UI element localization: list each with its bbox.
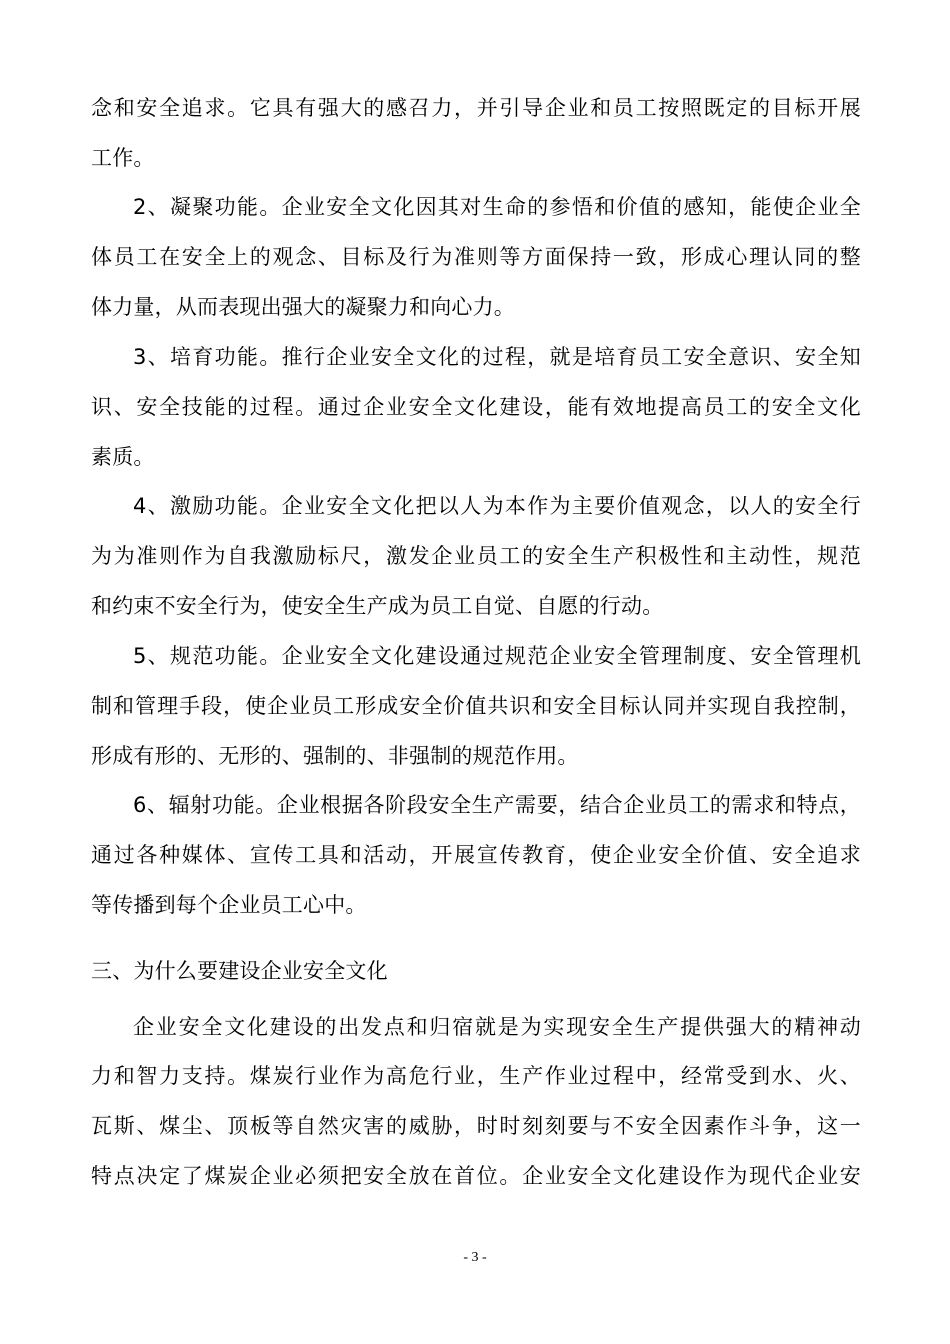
list-item-cohesion: 2、凝聚功能。企业安全文化因其对生命的参悟和价值的感知，能使企业全 [133,195,861,219]
body-text-line: 通过各种媒体、宣传工具和活动，开展宣传教育，使企业安全价值、安全追求 [91,843,861,867]
body-text-line: 素质。 [91,445,155,469]
list-item-cultivation: 3、培育功能。推行企业安全文化的过程，就是培育员工安全意识、安全知 [133,345,861,369]
body-text-line: 特点决定了煤炭企业必须把安全放在首位。企业安全文化建设作为现代企业安 [91,1164,861,1188]
body-paragraph-start: 企业安全文化建设的出发点和归宿就是为实现安全生产提供强大的精神动 [133,1015,861,1039]
page-number: - 3 - [463,1250,487,1265]
body-text-line: 制和管理手段，使企业员工形成安全价值共识和安全目标认同并实现自我控制， [91,694,861,718]
body-text-line: 为为准则作为自我激励标尺，激发企业员工的安全生产积极性和主动性，规范 [91,544,861,568]
body-text-line: 瓦斯、煤尘、顶板等自然灾害的威胁，时时刻刻要与不安全因素作斗争，这一 [91,1114,861,1138]
body-text-line: 体力量，从而表现出强大的凝聚力和向心力。 [91,295,515,319]
body-text-line: 力和智力支持。煤炭行业作为高危行业，生产作业过程中，经常受到水、火、 [91,1064,861,1088]
body-text-line: 念和安全追求。它具有强大的感召力，并引导企业和员工按照既定的目标开展 [91,96,861,120]
body-text-line: 工作。 [91,146,155,170]
list-item-motivation: 4、激励功能。企业安全文化把以人为本作为主要价值观念，以人的安全行 [133,494,861,518]
list-item-radiation: 6、辐射功能。企业根据各阶段安全生产需要，结合企业员工的需求和特点， [133,793,861,817]
body-text-line: 识、安全技能的过程。通过企业安全文化建设，能有效地提高员工的安全文化 [91,395,861,419]
list-item-regulation: 5、规范功能。企业安全文化建设通过规范企业安全管理制度、安全管理机 [133,644,861,668]
body-text-line: 体员工在安全上的观念、目标及行为准则等方面保持一致，形成心理认同的整 [91,245,861,269]
body-text-line: 等传播到每个企业员工心中。 [91,893,367,917]
body-text-line: 形成有形的、无形的、强制的、非强制的规范作用。 [91,744,579,768]
body-text-line: 和约束不安全行为，使安全生产成为员工自觉、自愿的行动。 [91,594,664,618]
section-heading: 三、为什么要建设企业安全文化 [91,959,388,983]
